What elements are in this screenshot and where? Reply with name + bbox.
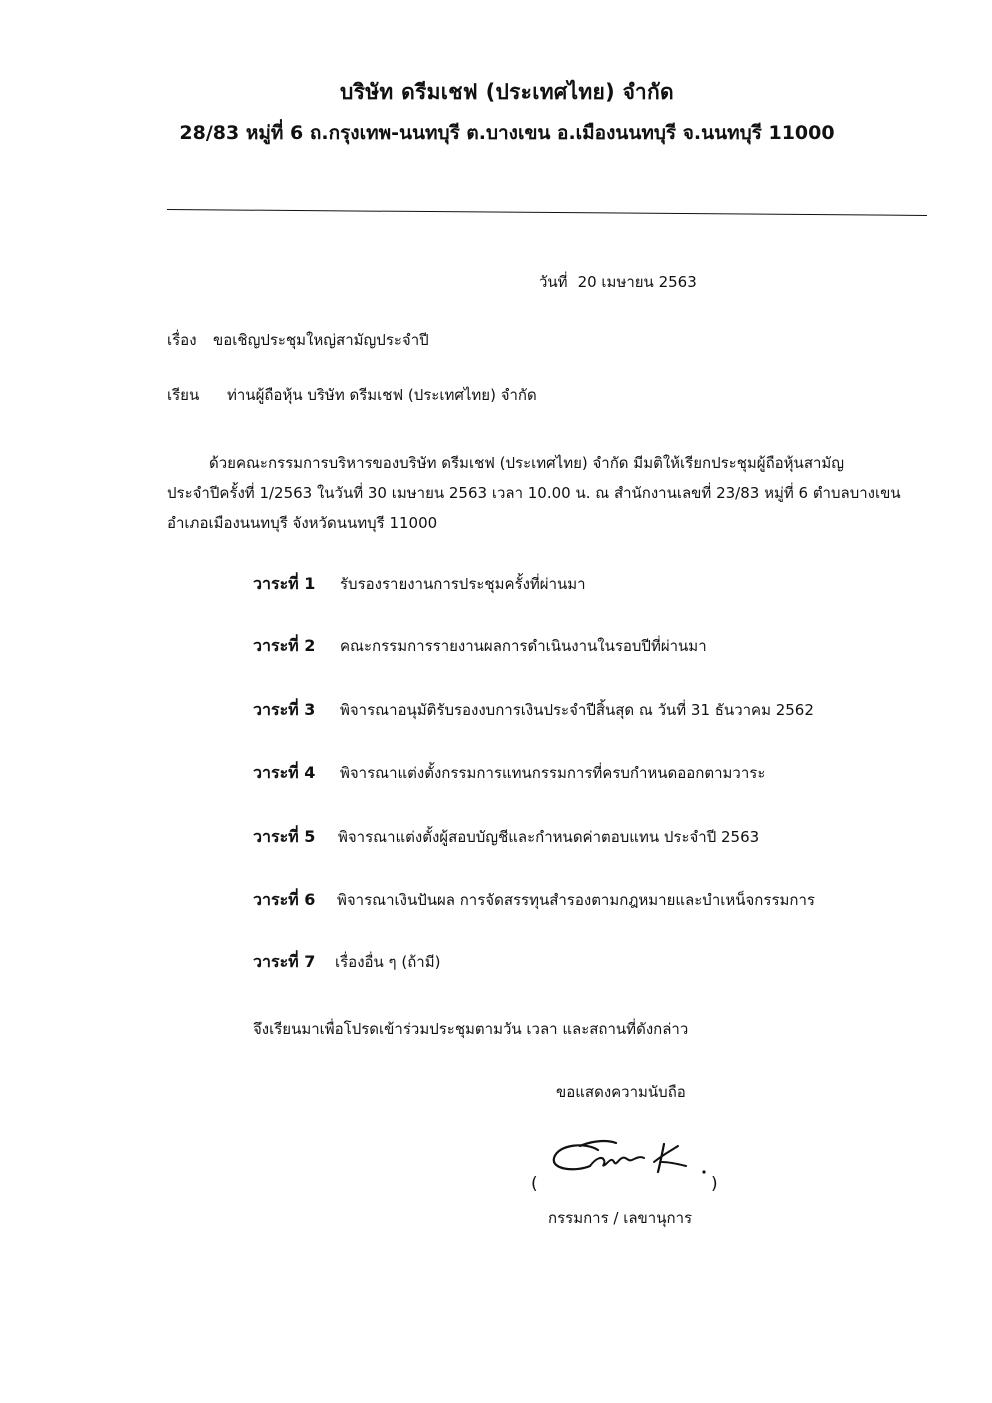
agenda-label: วาระที่ 3 <box>253 700 316 719</box>
signature-paren-open: ( <box>531 1174 538 1194</box>
closing-regards: ขอแสดงความนับถือ <box>556 1083 686 1101</box>
agenda-item <box>253 825 759 850</box>
body-line: อำเภอเมืองนนทบุรี จังหวัดนนทบุรี 11000 <box>167 514 438 532</box>
agenda-text: พิจารณาเงินปันผล การจัดสรรทุนสำรองตามกฎหมายและบำเหน็จกรรมการ <box>337 891 815 909</box>
date-label: วันที่ <box>539 273 568 291</box>
agenda-text: รับรองรายงานการประชุมครั้งที่ผ่านมา <box>340 575 586 593</box>
agenda-item <box>253 634 707 659</box>
recipient-label: เรียน <box>167 386 200 404</box>
body-line: ด้วยคณะกรรมการบริหารของบริษัท ดรีมเชฟ (ประเทศไทย) จำกัด มีมติให้เรียกประชุมผู้ถือหุ้นสามัญ <box>209 454 845 472</box>
closing-sentence: จึงเรียนมาเพื่อโปรดเข้าร่วมประชุมตามวัน เวลา และสถานที่ดังกล่าว <box>253 1020 689 1038</box>
agenda-text: พิจารณาอนุมัติรับรองงบการเงินประจำปีสิ้นสุด ณ วันที่ 31 ธันวาคม 2562 <box>340 701 814 719</box>
letter-recipient <box>167 383 537 407</box>
agenda-item <box>253 950 440 975</box>
agenda-label: วาระที่ 5 <box>253 827 316 846</box>
signer-position: กรรมการ / เลขานุการ <box>548 1209 693 1227</box>
body-paragraph <box>167 448 937 538</box>
company-name: บริษัท ดรีมเชฟ (ประเทศไทย) จำกัด <box>340 80 674 104</box>
agenda-text: พิจารณาแต่งตั้งผู้สอบบัญชีและกำหนดค่าตอบแทน ประจำปี 2563 <box>338 828 760 846</box>
agenda-label: วาระที่ 4 <box>253 763 316 782</box>
subject-label: เรื่อง <box>167 331 197 349</box>
agenda-item <box>253 698 814 723</box>
signature-image <box>546 1136 716 1191</box>
signature-paren-close: ) <box>711 1174 718 1194</box>
agenda-item <box>253 761 765 786</box>
letter-date <box>539 270 697 294</box>
letter-subject <box>167 328 429 352</box>
body-line: ประจำปีครั้งที่ 1/2563 ในวันที่ 30 เมษายน 2563 เวลา 10.00 น. ณ สำนักงานเลขที่ 23/83 หมู่ที่ 6 ตำบลบางเขน <box>167 484 901 502</box>
agenda-item <box>253 572 586 597</box>
subject-value: ขอเชิญประชุมใหญ่สามัญประจำปี <box>213 331 429 349</box>
date-value: 20 เมษายน 2563 <box>577 273 697 291</box>
agenda-text: เรื่องอื่น ๆ (ถ้ามี) <box>335 953 441 971</box>
agenda-item <box>253 888 815 913</box>
company-address: 28/83 หมู่ที่ 6 ถ.กรุงเทพ-นนทบุรี ต.บางเขน อ.เมืองนนทบุรี จ.นนทบุรี 11000 <box>179 122 835 144</box>
agenda-label: วาระที่ 2 <box>253 636 316 655</box>
agenda-label: วาระที่ 6 <box>253 890 316 909</box>
agenda-label: วาระที่ 7 <box>253 952 316 971</box>
signature-block <box>528 1136 728 1196</box>
recipient-value: ท่านผู้ถือหุ้น บริษัท ดรีมเชฟ (ประเทศไทย) จำกัด <box>227 386 537 404</box>
agenda-label: วาระที่ 1 <box>253 574 316 593</box>
agenda-text: พิจารณาแต่งตั้งกรรมการแทนกรรมการที่ครบกำหนดออกตามวาระ <box>340 764 766 782</box>
agenda-text: คณะกรรมการรายงานผลการดำเนินงานในรอบปีที่ผ่านมา <box>340 637 707 655</box>
header-divider <box>167 209 927 216</box>
